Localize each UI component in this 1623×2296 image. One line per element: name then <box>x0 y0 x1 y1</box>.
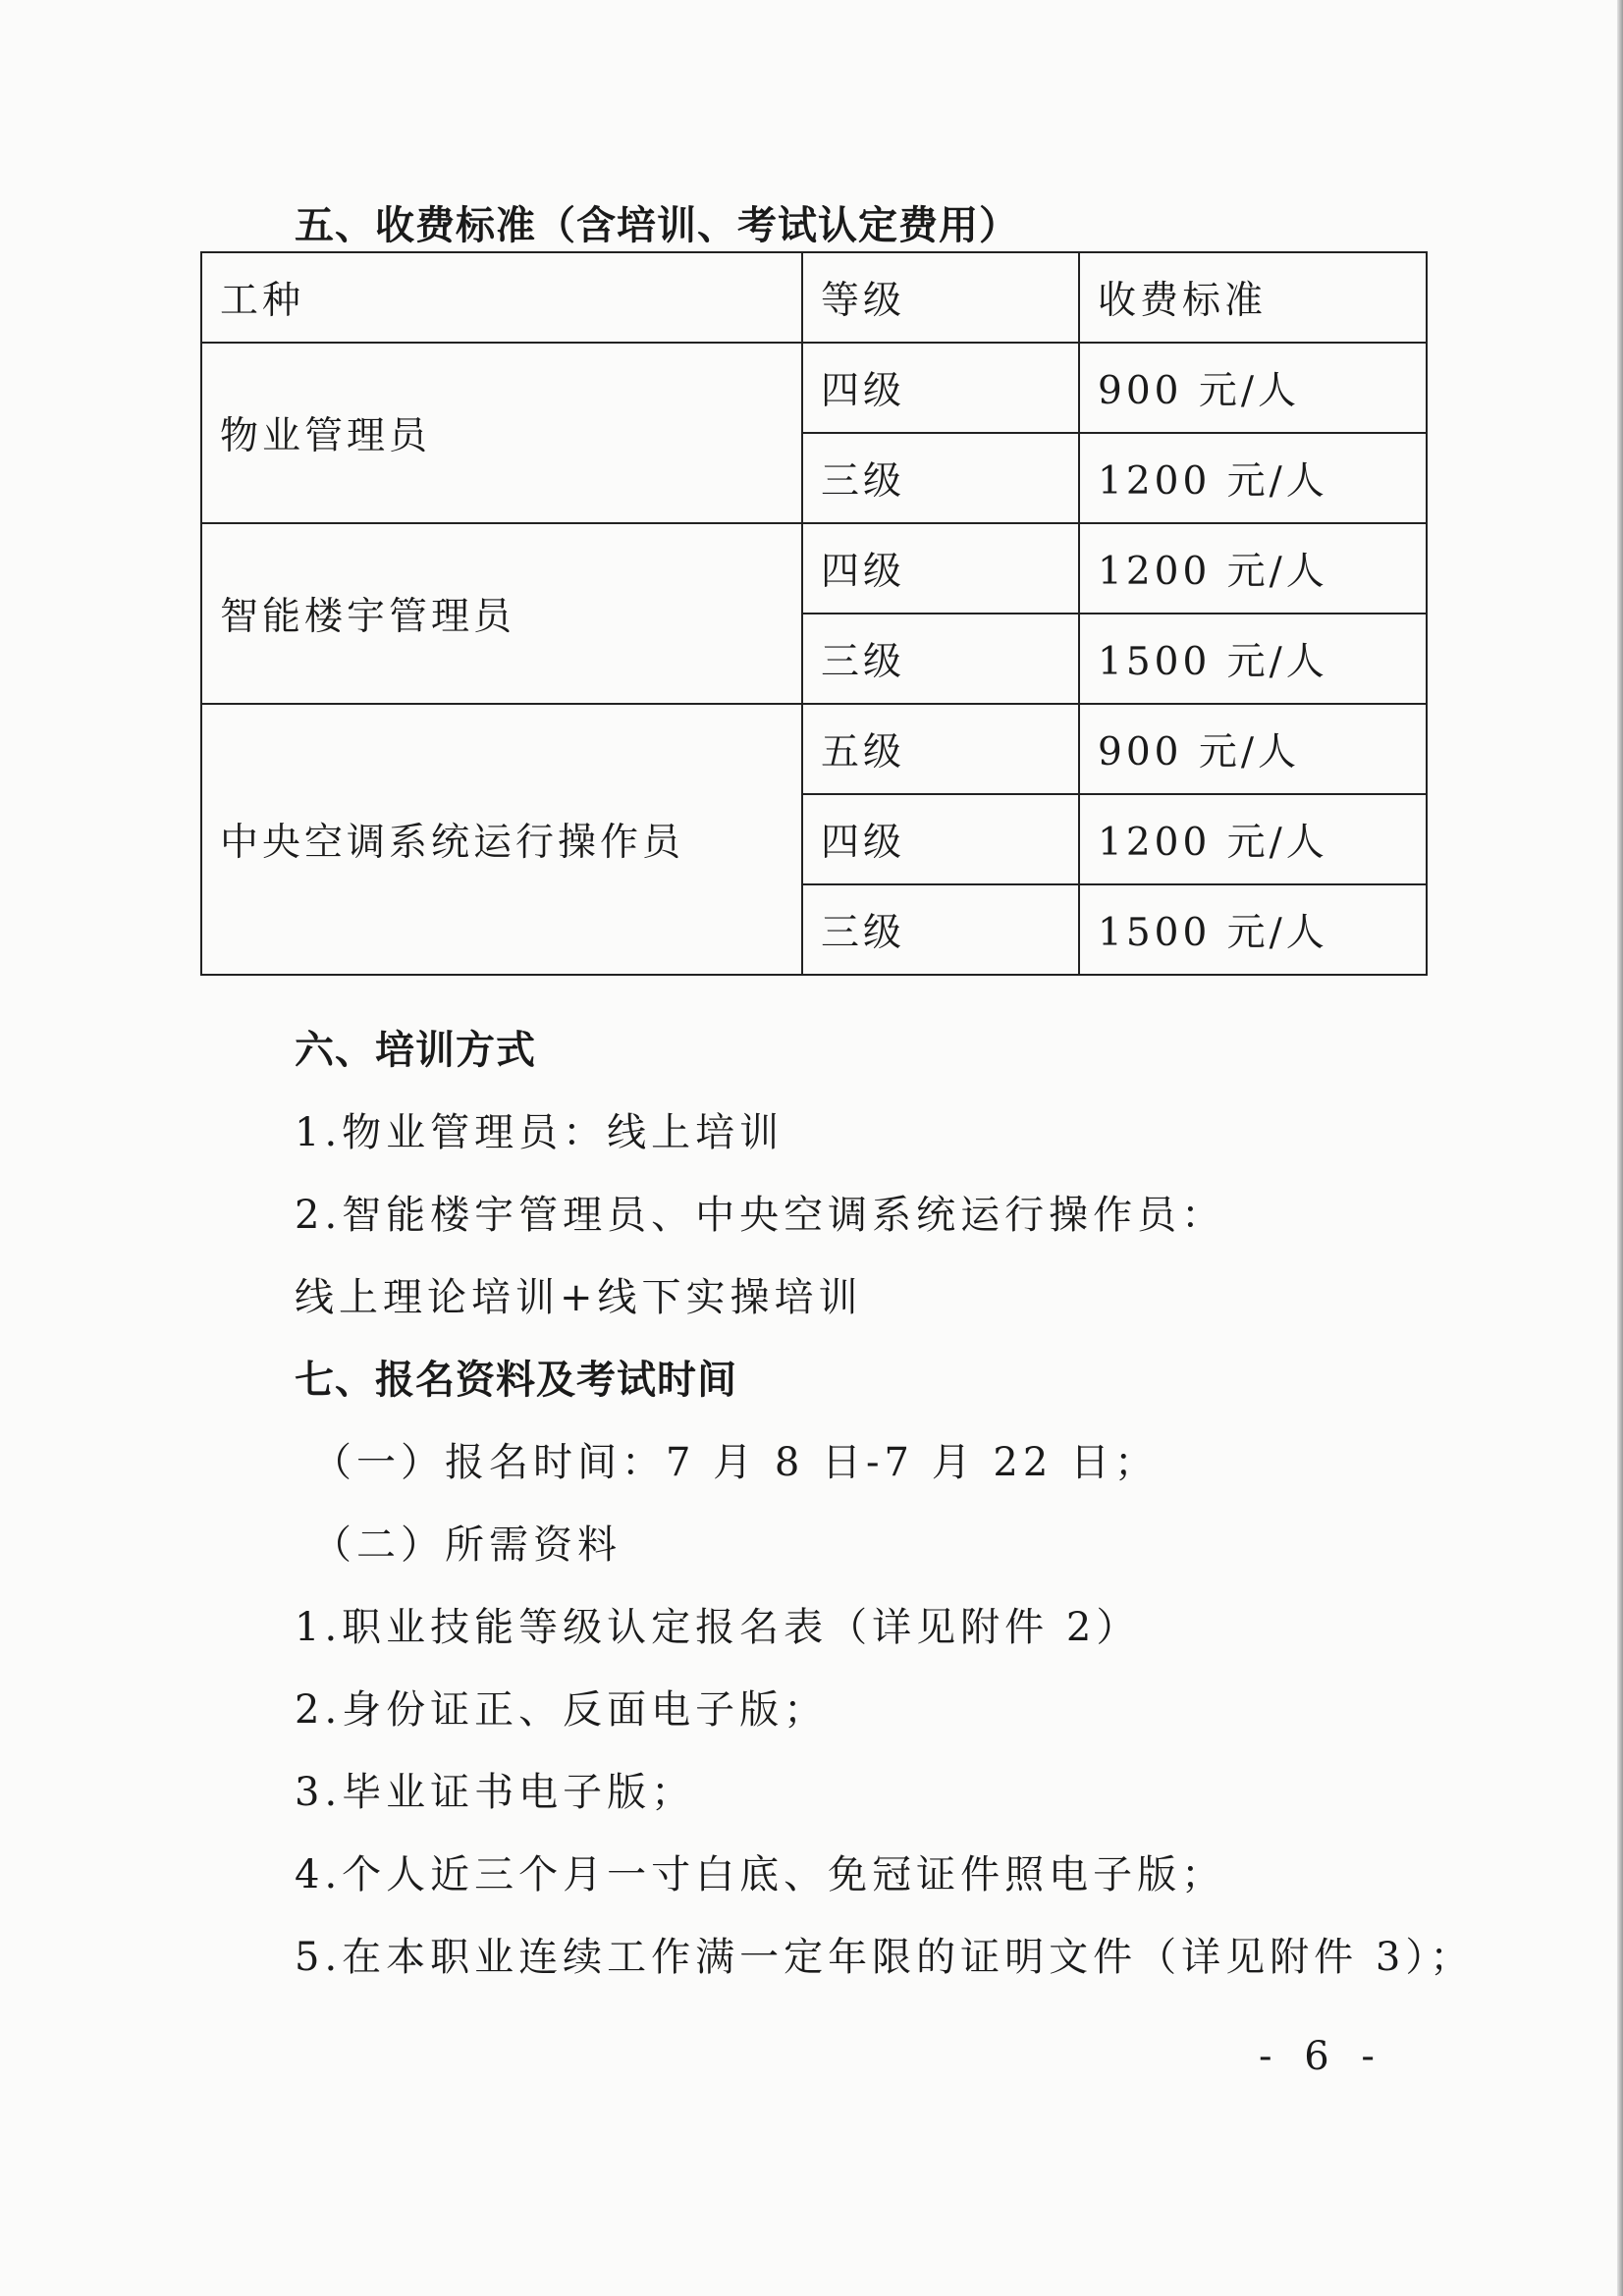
table-row <box>201 523 1427 614</box>
job-cell: 物业管理员 <box>201 343 802 523</box>
material-item: 5.在本职业连续工作满一定年限的证明文件（详见附件 3）； <box>295 1935 1475 1980</box>
level-cell: 三级 <box>802 433 1079 523</box>
level-cell: 三级 <box>802 884 1079 975</box>
header-fee: 收费标准 <box>1079 252 1427 343</box>
training-item: 1.物业管理员：线上培训 <box>295 1110 784 1155</box>
fee-cell: 900 元/人 <box>1079 343 1427 433</box>
table-row <box>201 704 1427 794</box>
fee-cell: 1200 元/人 <box>1079 794 1427 884</box>
header-level: 等级 <box>802 252 1079 343</box>
level-cell: 五级 <box>802 704 1079 794</box>
registration-heading: 七、报名资料及考试时间 <box>295 1358 737 1403</box>
materials-heading: （二）所需资料 <box>312 1522 622 1568</box>
scan-edge <box>1617 0 1623 2296</box>
level-cell: 三级 <box>802 614 1079 704</box>
job-cell: 智能楼宇管理员 <box>201 523 802 704</box>
material-item: 3.毕业证书电子版； <box>295 1770 696 1815</box>
training-heading: 六、培训方式 <box>295 1028 536 1073</box>
fees-heading: 五、收费标准（含培训、考试认定费用） <box>295 203 1019 248</box>
level-cell: 四级 <box>802 343 1079 433</box>
material-item: 4.个人近三个月一寸白底、免冠证件照电子版； <box>295 1852 1226 1897</box>
training-item: 2.智能楼宇管理员、中央空调系统运行操作员： <box>295 1193 1226 1238</box>
job-cell: 中央空调系统运行操作员 <box>201 704 802 975</box>
training-item: 线上理论培训+线下实操培训 <box>295 1275 863 1320</box>
level-cell: 四级 <box>802 794 1079 884</box>
table-row <box>201 343 1427 433</box>
fee-table <box>200 251 1428 976</box>
page-number: - 6 - <box>1259 2034 1384 2079</box>
header-job: 工种 <box>201 252 802 343</box>
fee-cell: 1200 元/人 <box>1079 523 1427 614</box>
material-item: 1.职业技能等级认定报名表（详见附件 2） <box>295 1605 1141 1650</box>
fee-cell: 1200 元/人 <box>1079 433 1427 523</box>
table-header-row <box>201 252 1427 343</box>
fee-cell: 1500 元/人 <box>1079 884 1427 975</box>
registration-time: （一）报名时间：7 月 8 日-7 月 22 日； <box>312 1440 1160 1485</box>
level-cell: 四级 <box>802 523 1079 614</box>
fee-cell: 900 元/人 <box>1079 704 1427 794</box>
material-item: 2.身份证正、反面电子版； <box>295 1687 829 1733</box>
fee-cell: 1500 元/人 <box>1079 614 1427 704</box>
